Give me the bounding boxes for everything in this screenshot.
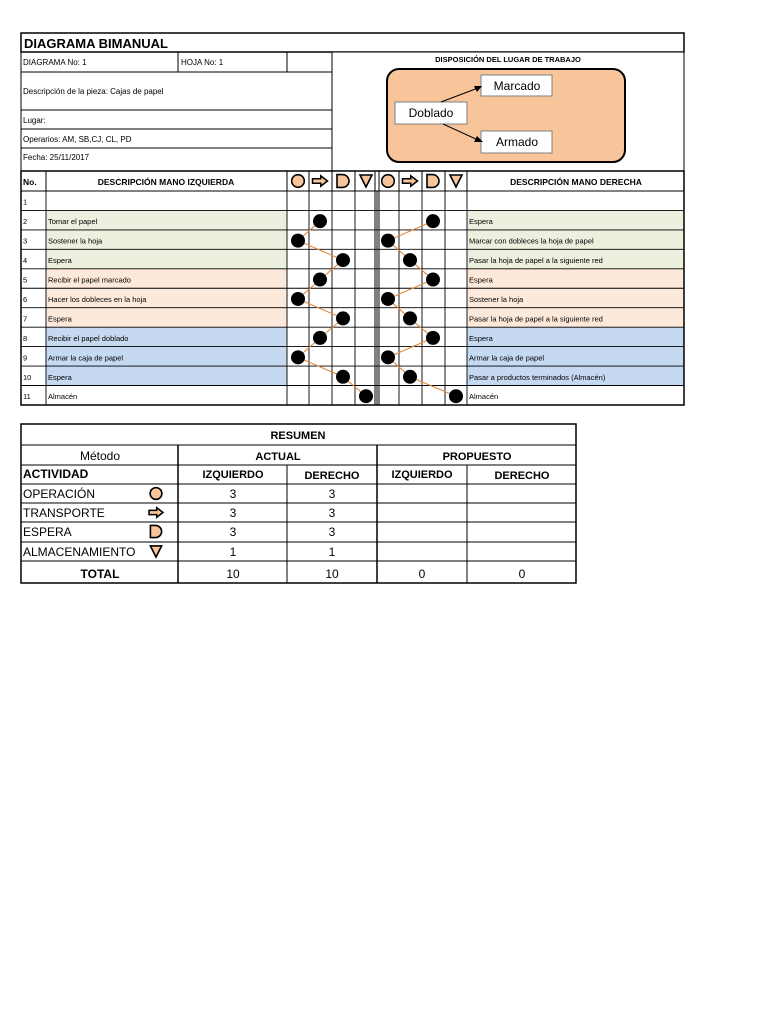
- left-action-dot: [336, 311, 350, 325]
- left-description: Recibir el papel marcado: [48, 275, 131, 285]
- row-number: 3: [23, 236, 28, 246]
- right-action-dot: [426, 273, 440, 287]
- piece-description: Descripción de la pieza: Cajas de papel: [23, 87, 164, 96]
- row-number: 7: [23, 314, 28, 324]
- right-action-dot: [426, 331, 440, 345]
- left-description: Tomar el papel: [48, 217, 98, 227]
- left-description: Hacer los dobleces en la hoja: [48, 294, 147, 304]
- summary-actual-right: 3: [328, 506, 336, 520]
- left-action-dot: [313, 273, 327, 287]
- left-action-dot: [313, 331, 327, 345]
- bimanual-table: [21, 171, 684, 405]
- left-description: Sostener la hoja: [48, 236, 103, 246]
- workplace-title: DISPOSICIÓN DEL LUGAR DE TRABAJO: [435, 55, 581, 64]
- left-action-dot: [336, 370, 350, 384]
- left-action-dot: [291, 350, 305, 364]
- right-action-dot: [403, 311, 417, 325]
- left-description: Armar la caja de papel: [48, 353, 124, 363]
- right-circle-icon: [382, 175, 395, 188]
- left-circle-icon: [292, 175, 305, 188]
- summary-title: RESUMEN: [270, 430, 326, 442]
- row-number: 10: [23, 372, 32, 382]
- right-action-dot: [381, 292, 395, 306]
- left-action-dot: [291, 292, 305, 306]
- left-description: Espera: [48, 372, 72, 382]
- summary-activity-label: ESPERA: [23, 525, 72, 539]
- row-number: 1: [23, 197, 28, 207]
- proposed-left-header: IZQUIERDO: [391, 469, 453, 481]
- summary-actual-right: 1: [328, 545, 336, 559]
- proposed-right-header: DERECHO: [494, 470, 550, 482]
- total-proposed-left: 0: [418, 567, 426, 581]
- summary-actual-right: 3: [328, 487, 336, 501]
- left-delay-icon: [337, 175, 349, 188]
- left-action-dot: [359, 389, 373, 403]
- total-actual-right: 10: [325, 567, 339, 581]
- right-description: Pasar la hoja de papel a la siguiente red: [469, 256, 603, 266]
- right-row-bg: [467, 269, 684, 288]
- right-description: Espera: [469, 275, 493, 285]
- row-number: 2: [23, 217, 28, 227]
- right-description: Almacén: [469, 392, 499, 402]
- right-action-dot: [381, 234, 395, 248]
- armado-label: Armado: [495, 135, 539, 149]
- right-action-dot: [381, 350, 395, 364]
- summary-actual-left: 1: [229, 545, 237, 559]
- method-header: Método: [79, 449, 121, 463]
- right-action-dot: [449, 389, 463, 403]
- diagram-number: DIAGRAMA No: 1: [23, 58, 87, 67]
- summary-delay-icon: [150, 525, 161, 537]
- right-description: Espera: [469, 333, 493, 343]
- right-description: Armar la caja de papel: [469, 353, 545, 363]
- actual-header: ACTUAL: [255, 451, 301, 463]
- right-action-dot: [403, 370, 417, 384]
- right-description: Sostener la hoja: [469, 294, 524, 304]
- actual-right-header: DERECHO: [304, 470, 360, 482]
- left-action-dot: [291, 234, 305, 248]
- left-action-dot: [336, 253, 350, 267]
- left-action-dot: [313, 214, 327, 228]
- sheet-number: HOJA No: 1: [181, 58, 224, 67]
- actual-left-header: IZQUIERDO: [202, 469, 264, 481]
- summary-actual-left: 3: [229, 487, 237, 501]
- col-left-header: DESCRIPCIÓN MANO IZQUIERDA: [97, 177, 235, 187]
- operators-field: Operarios: AM, SB,CJ, CL, PD: [23, 135, 132, 144]
- left-description: Recibir el papel doblado: [48, 333, 129, 343]
- right-description: Pasar la hoja de papel a la siguiente red: [469, 314, 603, 324]
- activity-header: ACTIVIDAD: [23, 467, 89, 481]
- workplace-layout: [332, 52, 684, 171]
- right-action-dot: [403, 253, 417, 267]
- page-title: DIAGRAMA BIMANUAL: [24, 36, 168, 51]
- summary-activity-label: TRANSPORTE: [23, 506, 105, 520]
- right-action-dot: [426, 214, 440, 228]
- row-number: 5: [23, 275, 28, 285]
- right-row-bg: [467, 210, 684, 229]
- col-no-header: No.: [23, 177, 37, 187]
- row-number: 4: [23, 256, 28, 266]
- summary-circle-icon: [150, 488, 162, 500]
- right-description: Marcar con dobleces la hoja de papel: [469, 236, 594, 246]
- right-description: Espera: [469, 217, 493, 227]
- right-delay-icon: [427, 175, 439, 188]
- summary-actual-left: 3: [229, 525, 237, 539]
- doblado-label: Doblado: [408, 106, 454, 120]
- left-description: Almacén: [48, 392, 78, 402]
- date-field: Fecha: 25/11/2017: [23, 153, 90, 162]
- row-number: 11: [23, 392, 31, 402]
- row-number: 6: [23, 294, 28, 304]
- summary-actual-left: 3: [229, 506, 237, 520]
- left-row-bg: [46, 366, 287, 385]
- summary-activity-label: ALMACENAMIENTO: [23, 545, 136, 559]
- total-actual-left: 10: [226, 567, 240, 581]
- summary-actual-right: 3: [328, 525, 336, 539]
- right-description: Pasar a productos terminados (Almacén): [469, 372, 606, 382]
- col-right-header: DESCRIPCIÓN MANO DERECHA: [510, 177, 642, 187]
- left-description: Espera: [48, 256, 72, 266]
- row-number: 9: [23, 353, 28, 363]
- total-proposed-right: 0: [518, 567, 526, 581]
- right-row-bg: [467, 327, 684, 346]
- summary-activity-label: OPERACIÓN: [23, 487, 96, 501]
- left-description: Espera: [48, 314, 72, 324]
- marcado-label: Marcado: [493, 79, 541, 93]
- summary-table: [21, 424, 576, 583]
- left-row-bg: [46, 308, 287, 327]
- place-field: Lugar:: [23, 116, 46, 125]
- total-label: TOTAL: [80, 567, 120, 581]
- row-number: 8: [23, 333, 28, 343]
- left-row-bg: [46, 249, 287, 268]
- proposed-header: PROPUESTO: [442, 451, 512, 463]
